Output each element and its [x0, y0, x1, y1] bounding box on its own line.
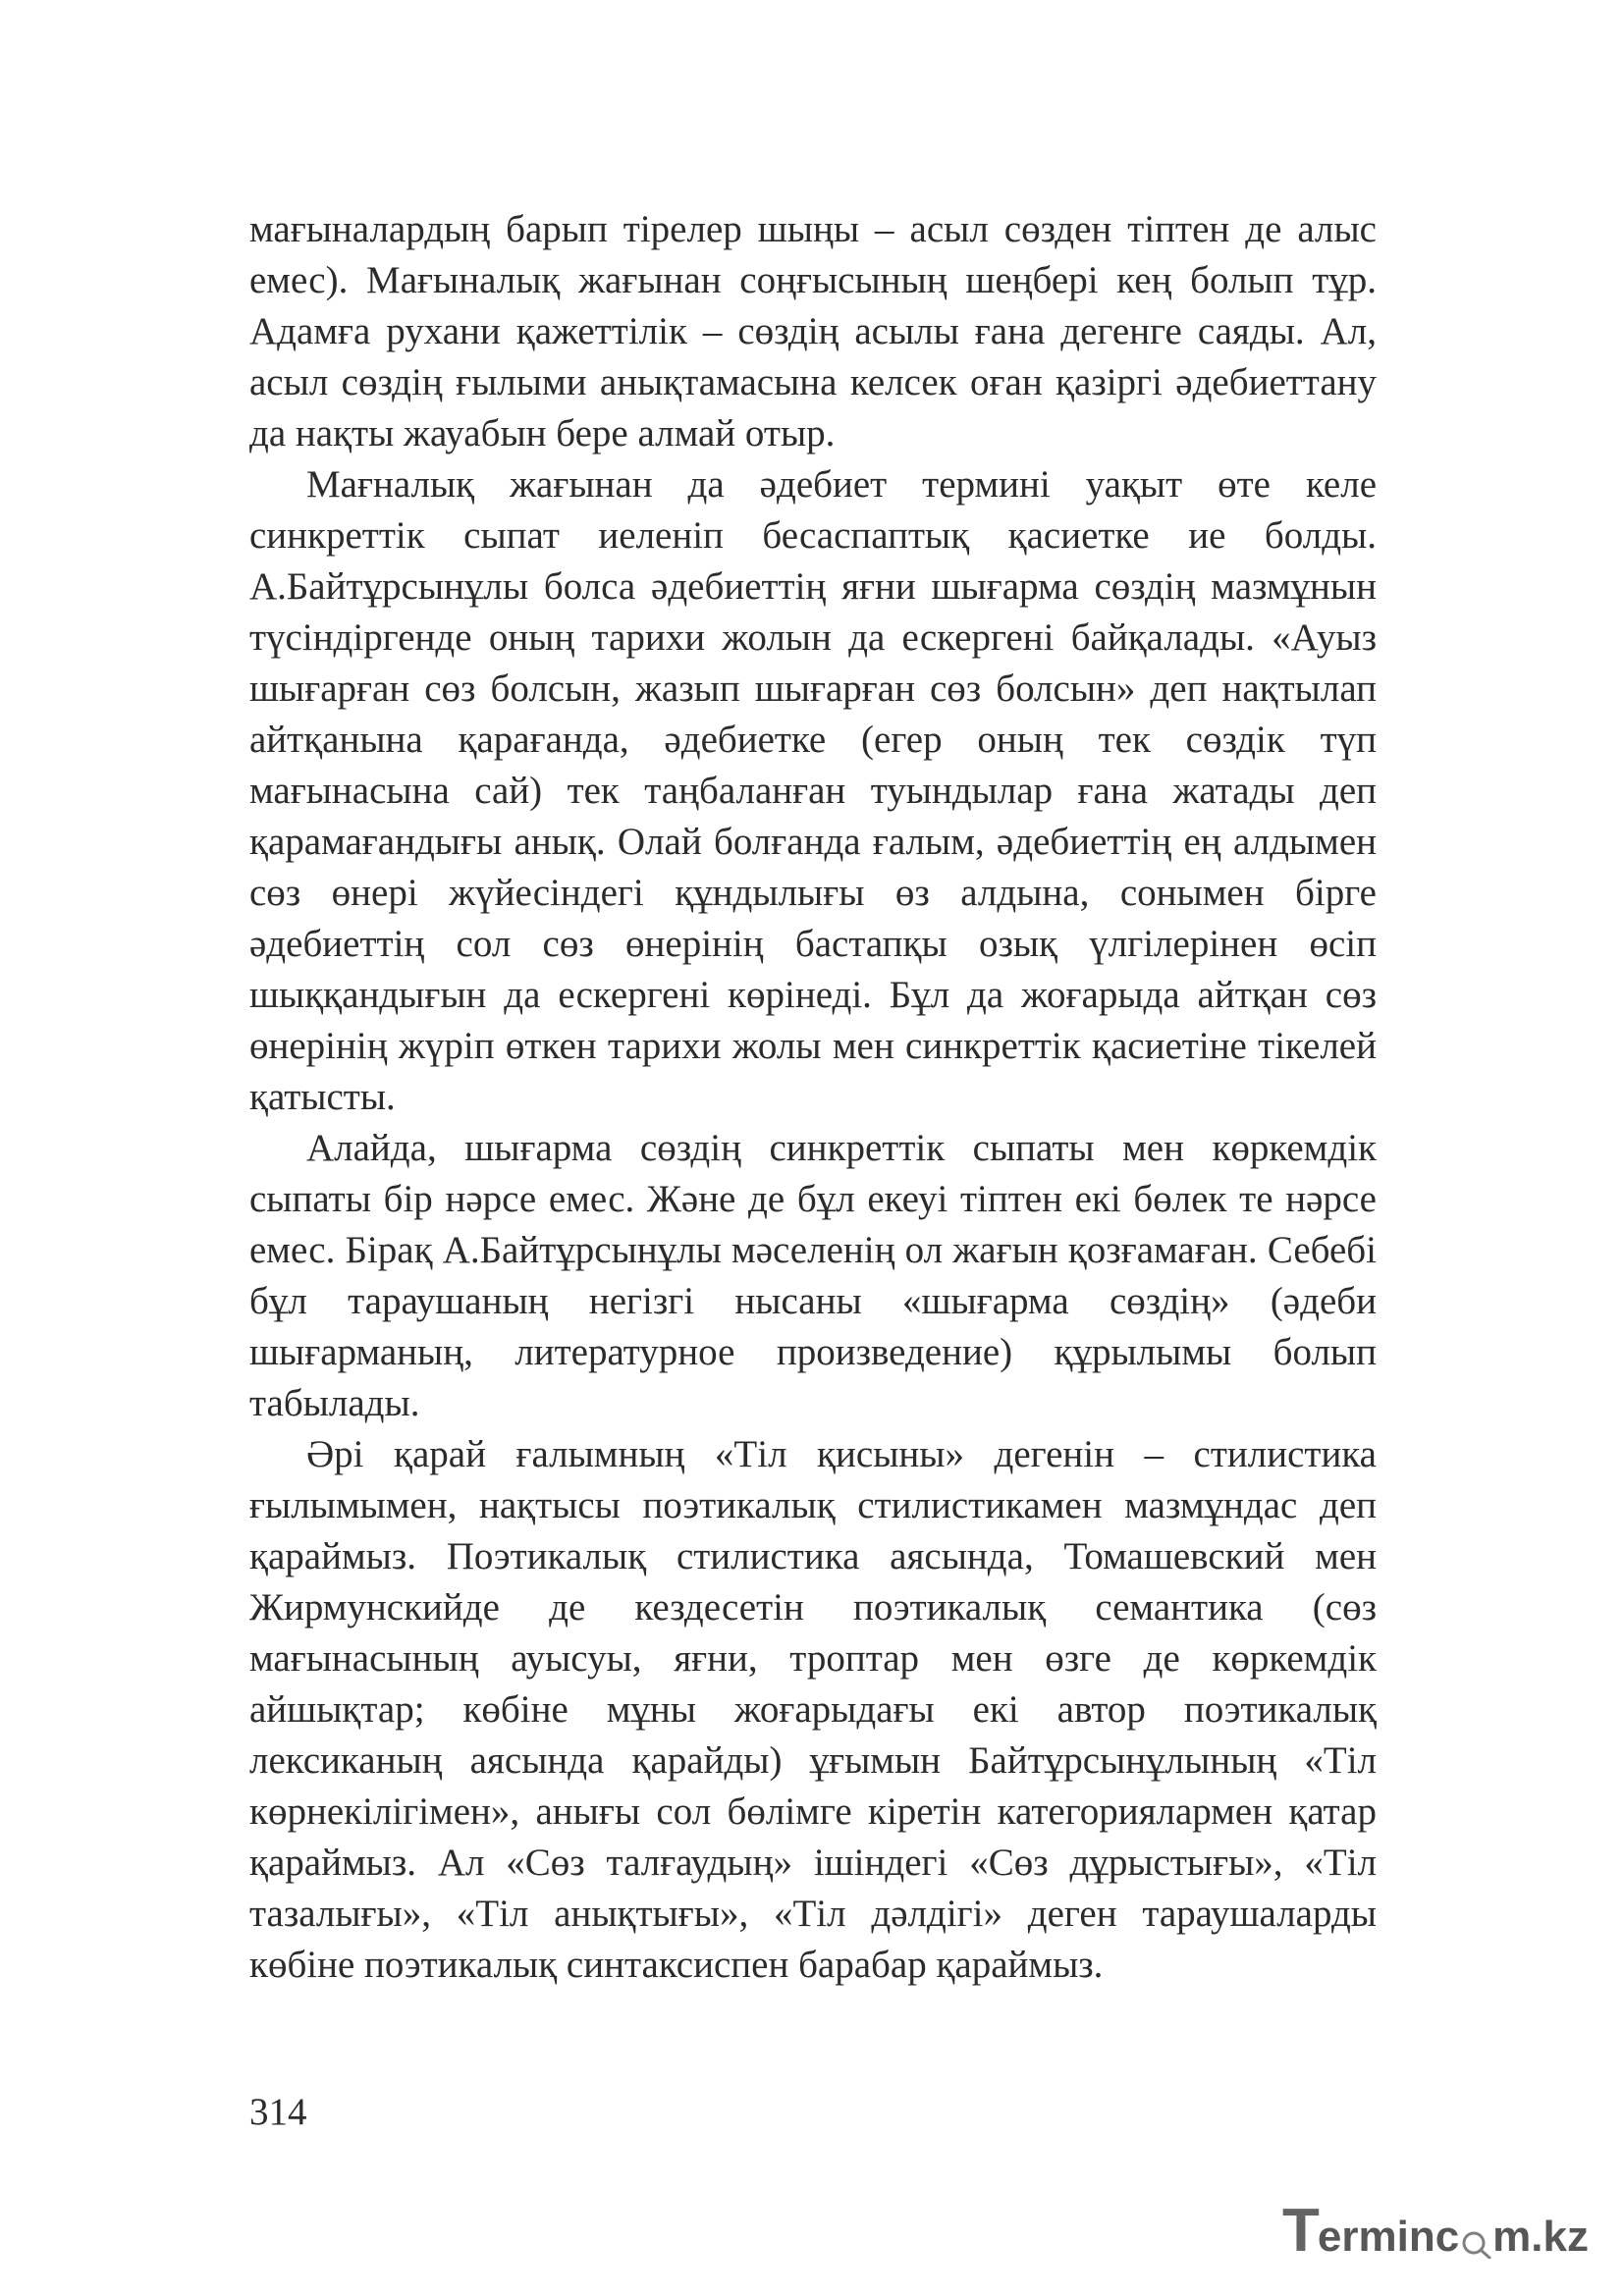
watermark-logo-letter: T: [1282, 2197, 1318, 2265]
page-number: 314: [249, 2091, 307, 2133]
watermark-text: [1318, 2214, 1589, 2261]
magnifier-icon: [1460, 2221, 1491, 2253]
page-body: [249, 204, 1377, 1991]
paragraph-4: Әрі қарай ғалымның «Тіл қисыны» дегенін – стилистика ғылымымен, нақтысы поэтикалық стилистикамен мазмұндас деп қараймыз. Поэтикалық стилистика аясында, Томашевский мен Жирмунскийде де кездесетін поэтикалық семантика (сөз мағынасының ауысуы, яғни, троптар мен өзге де көркемдік айшықтар; көбіне мұны жоғарыдағы екі автор поэтикалық лексиканың аясында қарайды) ұғымын Байтұрсынұлының «Тіл көрнекілігімен», анығы сол бөлімге кіретін категориялармен қатар қараймыз. Ал «Сөз талғаудың» ішіндегі «Сөз дұрыстығы», «Тіл тазалығы», «Тіл анықтығы», «Тіл дәлдігі» деген тараушаларды көбіне поэтикалық синтаксиспен барабар қараймыз.: [249, 1433, 1377, 1986]
paragraph-3: Алайда, шығарма сөздің синкреттік сыпаты мен көркемдік сыпаты бір нәрсе емес. Және де бұл екеуі тіптен екі бөлек те нәрсе емес. Бірақ А.Байтұрсынұлы мәселенің ол жағын қозғамаған. Себебі бұл тараушаның негізгі нысаны «шығарма сөздің» (әдеби шығарманың, литературное произведение) құрылымы болып табылады.: [249, 1127, 1377, 1424]
termincom-watermark: [1282, 2197, 1589, 2265]
paragraph-2: Мағналық жағынан да әдебиет термині уақыт өте келе синкреттік сыпат иеленіп бесаспаптық қасиетке ие болды. А.Байтұрсынұлы болса әдебиеттің яғни шығарма сөздің мазмұнын түсіндіргенде оның тарихи жолын да ескергені байқалады. «Ауыз шығарған сөз болсын, жазып шығарған сөз болсын» деп нақтылап айтқанына қарағанда, әдебиетке (егер оның тек сөздік түп мағынасына сай) тек таңбаланған туындылар ғана жатады деп қарамағандығы анық. Олай болғанда ғалым, әдебиеттің ең алдымен сөз өнері жүйесіндегі құндылығы өз алдына, сонымен бірге әдебиеттің сол сөз өнерінің бастапқы озық үлгілерінен өсіп шыққандығын да ескергені көрінеді. Бұл да жоғарыда айтқан сөз өнерінің жүріп өткен тарихи жолы мен синкреттік қасиетіне тікелей қатысты.: [249, 463, 1377, 1118]
watermark-text-part2: m.kz: [1492, 2213, 1589, 2261]
paragraph-1: мағыналардың барып тірелер шыңы – асыл сөзден тіптен де алыс емес). Мағыналық жағынан соңғысының шеңбері кең болып тұр. Адамға рухани қажеттілік – сөздің асылы ғана дегенге саяды. Ал, асыл сөздің ғылыми анықтамасына келсек оған қазіргі әдебиеттану да нақты жауабын бере алмай отыр.: [249, 208, 1377, 454]
watermark-text-part1: erminc: [1317, 2213, 1460, 2261]
